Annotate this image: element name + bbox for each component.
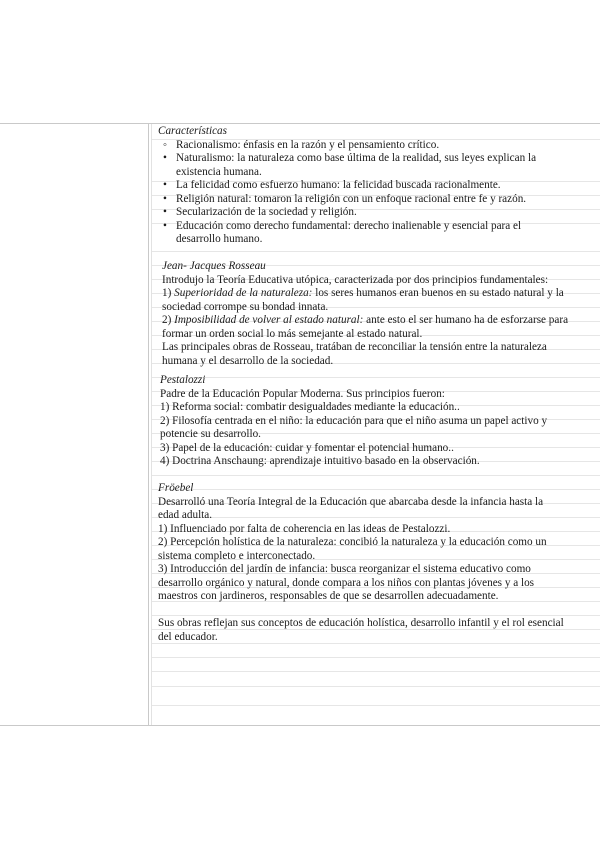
ruled-line xyxy=(152,686,600,687)
section-pestalozzi xyxy=(158,374,600,469)
list-item xyxy=(158,152,600,179)
section-title-pestalozzi: Pestalozzi xyxy=(160,374,206,386)
bullet-icon: • xyxy=(163,206,167,218)
section-caracteristicas xyxy=(158,125,600,247)
pestalozzi-line: 3) Papel de la educación: cuidar y fomentar el potencial humano.. xyxy=(160,441,454,454)
froebel-line: Desarrolló una Teoría Integral de la Educación que abarcaba desde la infancia hasta la xyxy=(158,495,544,508)
section-rousseau xyxy=(158,260,600,368)
froebel-line: desarrollo orgánico y natural, donde compara a los niños con plantas jóvenes y a los xyxy=(158,576,535,589)
pestalozzi-line: potencie su desarrollo. xyxy=(160,428,261,440)
rousseau-obras-cont: humana y el desarrollo de la sociedad. xyxy=(162,354,334,367)
rousseau-principle-2-cont: formar un orden social lo más semejante al estado natural. xyxy=(162,327,423,340)
froebel-closing-cont: del educador. xyxy=(158,630,218,643)
froebel-line: 2) Percepción holística de la naturaleza: concibió la naturaleza y la educación como un xyxy=(158,536,547,548)
list-item-text: desarrollo humano. xyxy=(176,233,263,245)
pestalozzi-line: 1) Reforma social: combatir desigualdades mediante la educación.. xyxy=(160,401,460,413)
list-item xyxy=(158,179,600,193)
bullet-icon: • xyxy=(163,179,167,191)
list-item xyxy=(158,206,600,220)
rousseau-principle-1 xyxy=(162,287,600,301)
list-item-text: Racionalismo: énfasis en la razón y el pensamiento crítico. xyxy=(176,138,440,151)
list-item xyxy=(158,139,600,153)
rousseau-intro: Introdujo la Teoría Educativa utópica, caracterizada por dos principios fundamentales: xyxy=(162,273,549,286)
column-divider-inner xyxy=(151,124,152,725)
rousseau-principle-1-cont: sociedad corrompe su bondad innata. xyxy=(162,300,329,313)
caracteristicas-list xyxy=(158,139,600,247)
list-item xyxy=(158,220,600,247)
froebel-line: maestros con jardineros, responsables de que se desarrollen adecuadamente. xyxy=(158,590,499,602)
principle-title: Imposibilidad de volver al estado natural: xyxy=(174,314,364,326)
bullet-icon: • xyxy=(163,192,167,205)
column-divider xyxy=(148,124,149,725)
principle-number: 2) xyxy=(162,314,175,326)
list-item-text: Secularización de la sociedad y religión. xyxy=(176,206,357,218)
rousseau-obras: Las principales obras de Rosseau, tratában de reconciliar la tensión entre la naturaleza xyxy=(162,341,547,353)
pestalozzi-line: 4) Doctrina Anschaung: aprendizaje intuitivo basado en la observación. xyxy=(160,455,480,467)
principle-title: Superioridad de la naturaleza: xyxy=(174,287,313,299)
principle-text: los seres humanos eran buenos en su estado natural y la xyxy=(312,287,564,299)
froebel-line: sistema completo e interconectado. xyxy=(158,549,316,562)
bullet-icon: • xyxy=(163,152,167,164)
section-title-froebel: Fröebel xyxy=(158,482,194,494)
froebel-line: edad adulta. xyxy=(158,509,213,521)
pestalozzi-line: 2) Filosofía centrada en el niño: la educación para que el niño asuma un papel activo y xyxy=(160,414,548,427)
bullet-hollow-icon: ◦ xyxy=(163,138,167,151)
rousseau-principle-2 xyxy=(162,314,600,328)
principle-text: ante esto el ser humano ha de esforzarse para xyxy=(363,314,569,326)
bullet-icon: • xyxy=(163,219,167,232)
document-content xyxy=(158,125,600,644)
list-item-text: existencia humana. xyxy=(176,165,262,178)
pestalozzi-intro: Padre de la Educación Popular Moderna. Sus principios fueron: xyxy=(160,387,445,400)
section-title-rousseau: Jean- Jacques Rosseau xyxy=(162,260,266,272)
section-title-caracteristicas: Características xyxy=(158,125,227,137)
list-item xyxy=(158,193,600,207)
left-column-empty xyxy=(0,124,149,725)
list-item-text: La felicidad como esfuerzo humano: la felicidad buscada racionalmente. xyxy=(176,179,501,191)
principle-number: 1) xyxy=(162,287,175,299)
froebel-line: 3) Introducción del jardín de infancia: busca reorganizar el sistema educativo como xyxy=(158,563,531,575)
list-item-text: Naturalismo: la naturaleza como base última de la realidad, sus leyes explican la xyxy=(176,152,537,164)
froebel-line: 1) Influenciado por falta de coherencia en las ideas de Pestalozzi. xyxy=(158,522,451,535)
list-item-text: Educación como derecho fundamental: derecho inalienable y esencial para el xyxy=(176,219,522,232)
ruled-line xyxy=(152,671,600,672)
list-item-text: Religión natural: tomaron la religión con un enfoque racional entre fe y razón. xyxy=(176,192,527,205)
ruled-line xyxy=(152,705,600,706)
ruled-line xyxy=(152,657,600,658)
section-froebel xyxy=(158,482,600,644)
froebel-closing: Sus obras reflejan sus conceptos de educación holística, desarrollo infantil y el rol esencial xyxy=(158,617,564,629)
